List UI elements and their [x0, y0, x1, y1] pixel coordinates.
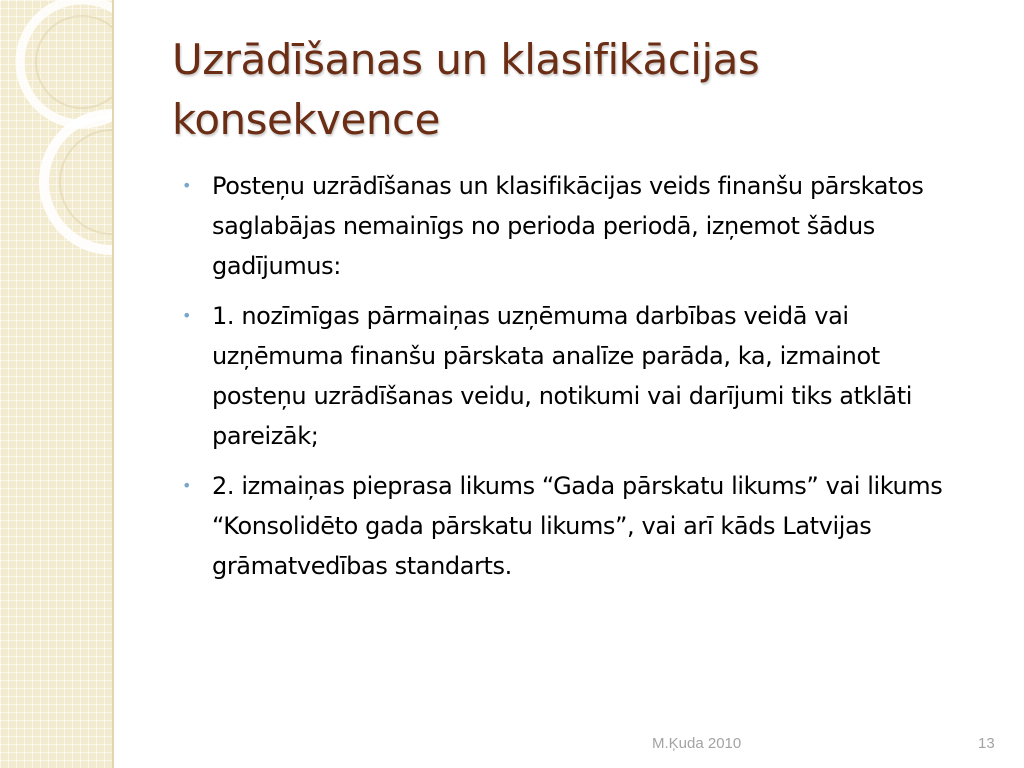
slide-title: Uzrādīšanas un klasifikācijas konsekvence [172, 35, 760, 144]
footer-author: M.Ķuda 2010 [652, 735, 742, 752]
page-number: 13 [978, 735, 995, 752]
decorative-rings [0, 0, 112, 768]
bullet-item [180, 166, 980, 286]
bullet-icon: • [182, 476, 192, 495]
bullet-item [180, 296, 980, 456]
bullet-item [180, 466, 980, 586]
side-panel-edge [112, 0, 114, 768]
bullet-icon: • [182, 176, 192, 195]
decorative-side-panel [0, 0, 112, 768]
bullet-icon: • [182, 306, 192, 325]
bullet-list [180, 166, 980, 596]
bullet-text: 1. nozīmīgas pārmaiņas uzņēmuma darbības veidā vai uzņēmuma finanšu pārskata analīze parāda, ka, izmainot posteņu uzrādīšanas veidu, notikumi vai darījumi tiks atklāti pareizāk; [212, 302, 912, 450]
bullet-text: Posteņu uzrādīšanas un klasifikācijas veids finanšu pārskatos saglabājas nemainīgs no perioda periodā, izņemot šādus gadījumus: [212, 172, 924, 280]
bullet-text: 2. izmaiņas pieprasa likums “Gada pārskatu likums” vai likums “Konsolidēto gada pārskatu likums”, vai arī kāds Latvijas grāmatvedības standarts. [212, 472, 943, 580]
